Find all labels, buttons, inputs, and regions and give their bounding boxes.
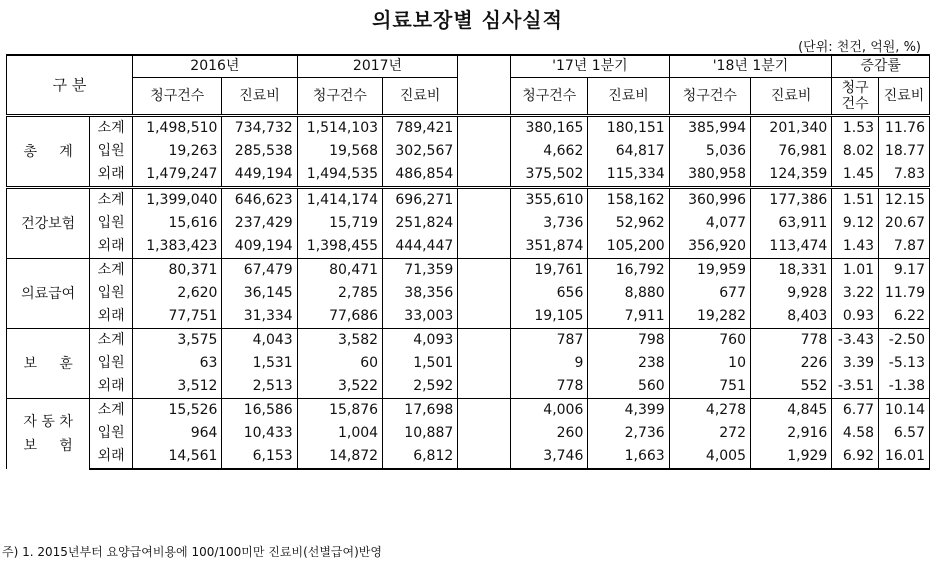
value-cell: 964 — [133, 422, 222, 445]
table-row — [7, 422, 930, 445]
subcategory-label: 입원 — [90, 422, 133, 445]
value-cell: 8,880 — [588, 282, 669, 305]
table-row — [7, 282, 930, 305]
table-row — [7, 399, 930, 423]
spacer-cell — [458, 375, 511, 399]
value-cell: 1.51 — [832, 188, 879, 213]
table-row — [7, 352, 930, 375]
value-cell: 18,331 — [751, 259, 832, 283]
spacer-cell — [458, 188, 511, 213]
value-cell: 1,414,174 — [297, 188, 382, 213]
value-cell: 115,334 — [588, 163, 669, 188]
spacer-cell — [458, 163, 511, 188]
subcategory-label: 외래 — [90, 375, 133, 399]
value-cell: 2,592 — [383, 375, 458, 399]
cost-q18-header: 진료비 — [751, 78, 832, 116]
category-label: 자 동 차 보 험 — [7, 399, 90, 470]
value-cell: 677 — [669, 282, 750, 305]
value-cell: 1,514,103 — [297, 116, 382, 141]
value-cell: 355,610 — [511, 188, 588, 213]
value-cell: 14,561 — [133, 445, 222, 469]
value-cell: 486,854 — [383, 163, 458, 188]
value-cell: 238 — [588, 352, 669, 375]
value-cell: 63 — [133, 352, 222, 375]
subcategory-label: 외래 — [90, 235, 133, 259]
value-cell: 4,005 — [669, 445, 750, 469]
claims-q18-header: 청구건수 — [669, 78, 750, 116]
value-cell: 36,145 — [222, 282, 297, 305]
table-row — [7, 259, 930, 283]
value-cell: -3.51 — [832, 375, 879, 399]
value-cell: 2,785 — [297, 282, 382, 305]
value-cell: 356,920 — [669, 235, 750, 259]
report-title: 의료보장별 심사실적 — [372, 8, 563, 32]
value-cell: 1.45 — [832, 163, 879, 188]
value-cell: 11.79 — [879, 282, 930, 305]
value-cell: 52,962 — [588, 212, 669, 235]
value-cell: 124,359 — [751, 163, 832, 188]
value-cell: 7.83 — [879, 163, 930, 188]
table-row — [7, 305, 930, 329]
value-cell: 16,586 — [222, 399, 297, 423]
table-row — [7, 375, 930, 399]
value-cell: 272 — [669, 422, 750, 445]
subcategory-label: 외래 — [90, 305, 133, 329]
value-cell: 560 — [588, 375, 669, 399]
value-cell: 105,200 — [588, 235, 669, 259]
value-cell: 302,567 — [383, 140, 458, 163]
value-cell: 3,746 — [511, 445, 588, 469]
value-cell: 1.43 — [832, 235, 879, 259]
cost-2016-header: 진료비 — [222, 78, 297, 116]
value-cell: 18.77 — [879, 140, 930, 163]
value-cell: 1,004 — [297, 422, 382, 445]
spacer-cell — [458, 422, 511, 445]
cost-2017-header: 진료비 — [383, 78, 458, 116]
value-cell: 1,531 — [222, 352, 297, 375]
value-cell: 444,447 — [383, 235, 458, 259]
value-cell: 17,698 — [383, 399, 458, 423]
value-cell: 80,371 — [133, 259, 222, 283]
value-cell: 798 — [588, 329, 669, 353]
value-cell: 1.53 — [832, 116, 879, 141]
value-cell: 10,433 — [222, 422, 297, 445]
value-cell: 10,887 — [383, 422, 458, 445]
value-cell: 16,792 — [588, 259, 669, 283]
value-cell: 251,824 — [383, 212, 458, 235]
value-cell: 285,538 — [222, 140, 297, 163]
value-cell: 1.01 — [832, 259, 879, 283]
claims-2017-header: 청구건수 — [297, 78, 382, 116]
value-cell: 77,751 — [133, 305, 222, 329]
value-cell: 63,911 — [751, 212, 832, 235]
value-cell: 409,194 — [222, 235, 297, 259]
value-cell: 10 — [669, 352, 750, 375]
table-row — [7, 140, 930, 163]
subcategory-label: 입원 — [90, 352, 133, 375]
value-cell: 33,003 — [383, 305, 458, 329]
value-cell: 1,663 — [588, 445, 669, 469]
value-cell: 1,929 — [751, 445, 832, 469]
value-cell: 6.77 — [832, 399, 879, 423]
value-cell: 3.39 — [832, 352, 879, 375]
subcategory-label: 소계 — [90, 188, 133, 213]
value-cell: 1,399,040 — [133, 188, 222, 213]
value-cell: 64,817 — [588, 140, 669, 163]
value-cell: -2.50 — [879, 329, 930, 353]
rate-claims-header: 청구 건수 — [832, 78, 879, 116]
q1-2017-header: '17년 1분기 — [511, 55, 670, 78]
value-cell: 113,474 — [751, 235, 832, 259]
value-cell: 2,916 — [751, 422, 832, 445]
value-cell: 4,278 — [669, 399, 750, 423]
value-cell: -5.13 — [879, 352, 930, 375]
value-cell: 4,093 — [383, 329, 458, 353]
cost-q17-header: 진료비 — [588, 78, 669, 116]
subcategory-label: 입원 — [90, 212, 133, 235]
value-cell: 1,398,455 — [297, 235, 382, 259]
value-cell: 3,736 — [511, 212, 588, 235]
table-row — [7, 329, 930, 353]
value-cell: 787 — [511, 329, 588, 353]
spacer-cell — [458, 282, 511, 305]
table-row — [7, 445, 930, 469]
value-cell: 2,736 — [588, 422, 669, 445]
category-label: 건강보험 — [7, 188, 90, 259]
value-cell: 696,271 — [383, 188, 458, 213]
spacer-cell — [458, 352, 511, 375]
value-cell: 4,662 — [511, 140, 588, 163]
value-cell: 9.17 — [879, 259, 930, 283]
subcategory-label: 소계 — [90, 116, 133, 141]
value-cell: 8.02 — [832, 140, 879, 163]
value-cell: 0.93 — [832, 305, 879, 329]
value-cell: 449,194 — [222, 163, 297, 188]
value-cell: 19,263 — [133, 140, 222, 163]
value-cell: 778 — [751, 329, 832, 353]
spacer-cell — [458, 445, 511, 469]
q1-2018-header: '18년 1분기 — [669, 55, 832, 78]
category-label: 의료급여 — [7, 259, 90, 329]
value-cell: 1,383,423 — [133, 235, 222, 259]
subcategory-label: 소계 — [90, 399, 133, 423]
value-cell: 158,162 — [588, 188, 669, 213]
change-rate-header: 증감률 — [832, 55, 930, 78]
subcategory-label: 입원 — [90, 282, 133, 305]
value-cell: 751 — [669, 375, 750, 399]
value-cell: 646,623 — [222, 188, 297, 213]
value-cell: 778 — [511, 375, 588, 399]
value-cell: 3,512 — [133, 375, 222, 399]
table-row — [7, 235, 930, 259]
value-cell: 6.22 — [879, 305, 930, 329]
spacer-cell — [458, 140, 511, 163]
spacer-cell — [458, 329, 511, 353]
value-cell: 4,845 — [751, 399, 832, 423]
table-row — [7, 188, 930, 213]
value-cell: -1.38 — [879, 375, 930, 399]
value-cell: 19,568 — [297, 140, 382, 163]
value-cell: 15,526 — [133, 399, 222, 423]
value-cell: 20.67 — [879, 212, 930, 235]
value-cell: 177,386 — [751, 188, 832, 213]
value-cell: 552 — [751, 375, 832, 399]
spacer-cell — [458, 116, 511, 141]
value-cell: 14,872 — [297, 445, 382, 469]
value-cell: 19,282 — [669, 305, 750, 329]
value-cell: 375,502 — [511, 163, 588, 188]
value-cell: 19,105 — [511, 305, 588, 329]
unit-note: (단위: 천건, 억원, %) — [798, 40, 921, 55]
spacer-cell — [458, 305, 511, 329]
value-cell: 237,429 — [222, 212, 297, 235]
claims-q17-header: 청구건수 — [511, 78, 588, 116]
value-cell: 380,165 — [511, 116, 588, 141]
value-cell: 760 — [669, 329, 750, 353]
rate-cost-header: 진료비 — [879, 78, 930, 116]
value-cell: 4,043 — [222, 329, 297, 353]
value-cell: 16.01 — [879, 445, 930, 469]
medical-coverage-table — [6, 54, 930, 470]
value-cell: 734,732 — [222, 116, 297, 141]
value-cell: 15,876 — [297, 399, 382, 423]
value-cell: 76,981 — [751, 140, 832, 163]
value-cell: 11.76 — [879, 116, 930, 141]
value-cell: 38,356 — [383, 282, 458, 305]
value-cell: 351,874 — [511, 235, 588, 259]
value-cell: 1,498,510 — [133, 116, 222, 141]
value-cell: 9 — [511, 352, 588, 375]
value-cell: 656 — [511, 282, 588, 305]
value-cell: 6,812 — [383, 445, 458, 469]
value-cell: 6,153 — [222, 445, 297, 469]
value-cell: 9,928 — [751, 282, 832, 305]
value-cell: 31,334 — [222, 305, 297, 329]
subcategory-label: 입원 — [90, 140, 133, 163]
value-cell: 7.87 — [879, 235, 930, 259]
value-cell: 6.57 — [879, 422, 930, 445]
value-cell: 15,719 — [297, 212, 382, 235]
value-cell: 5,036 — [669, 140, 750, 163]
value-cell: 10.14 — [879, 399, 930, 423]
category-label: 보 훈 — [7, 329, 90, 399]
value-cell: 789,421 — [383, 116, 458, 141]
value-cell: 77,686 — [297, 305, 382, 329]
value-cell: 4.58 — [832, 422, 879, 445]
value-cell: 180,151 — [588, 116, 669, 141]
value-cell: 15,616 — [133, 212, 222, 235]
value-cell: 9.12 — [832, 212, 879, 235]
spacer-cell — [458, 259, 511, 283]
spacer-cell — [458, 399, 511, 423]
value-cell: 380,958 — [669, 163, 750, 188]
value-cell: 8,403 — [751, 305, 832, 329]
value-cell: 260 — [511, 422, 588, 445]
footnote: 주) 1. 2015년부터 요양급여비용에 100/100미만 진료비(선별급여)반영 — [2, 545, 382, 559]
subcategory-label: 외래 — [90, 163, 133, 188]
subcategory-label: 외래 — [90, 445, 133, 469]
value-cell: 71,359 — [383, 259, 458, 283]
value-cell: 7,911 — [588, 305, 669, 329]
value-cell: 4,077 — [669, 212, 750, 235]
value-cell: 60 — [297, 352, 382, 375]
table-row — [7, 116, 930, 141]
subcategory-label: 소계 — [90, 329, 133, 353]
value-cell: 1,479,247 — [133, 163, 222, 188]
value-cell: 4,006 — [511, 399, 588, 423]
value-cell: 385,994 — [669, 116, 750, 141]
value-cell: 80,471 — [297, 259, 382, 283]
year-2016-header: 2016년 — [133, 55, 298, 78]
value-cell: 19,959 — [669, 259, 750, 283]
value-cell: 6.92 — [832, 445, 879, 469]
value-cell: 3,522 — [297, 375, 382, 399]
value-cell: 2,513 — [222, 375, 297, 399]
value-cell: 19,761 — [511, 259, 588, 283]
value-cell: 3,582 — [297, 329, 382, 353]
value-cell: 2,620 — [133, 282, 222, 305]
value-cell: 3,575 — [133, 329, 222, 353]
value-cell: -3.43 — [832, 329, 879, 353]
year-2017-header: 2017년 — [297, 55, 458, 78]
table-row — [7, 212, 930, 235]
spacer-cell — [458, 235, 511, 259]
value-cell: 201,340 — [751, 116, 832, 141]
value-cell: 226 — [751, 352, 832, 375]
value-cell: 4,399 — [588, 399, 669, 423]
value-cell: 1,494,535 — [297, 163, 382, 188]
spacer-cell — [458, 212, 511, 235]
value-cell: 1,501 — [383, 352, 458, 375]
header-row-years — [7, 55, 930, 78]
value-cell: 360,996 — [669, 188, 750, 213]
spacer-cell — [458, 55, 511, 116]
category-label: 총 계 — [7, 116, 90, 188]
value-cell: 12.15 — [879, 188, 930, 213]
claims-2016-header: 청구건수 — [133, 78, 222, 116]
subcategory-label: 소계 — [90, 259, 133, 283]
table-row — [7, 163, 930, 188]
value-cell: 67,479 — [222, 259, 297, 283]
category-header: 구 분 — [7, 55, 133, 116]
value-cell: 3.22 — [832, 282, 879, 305]
